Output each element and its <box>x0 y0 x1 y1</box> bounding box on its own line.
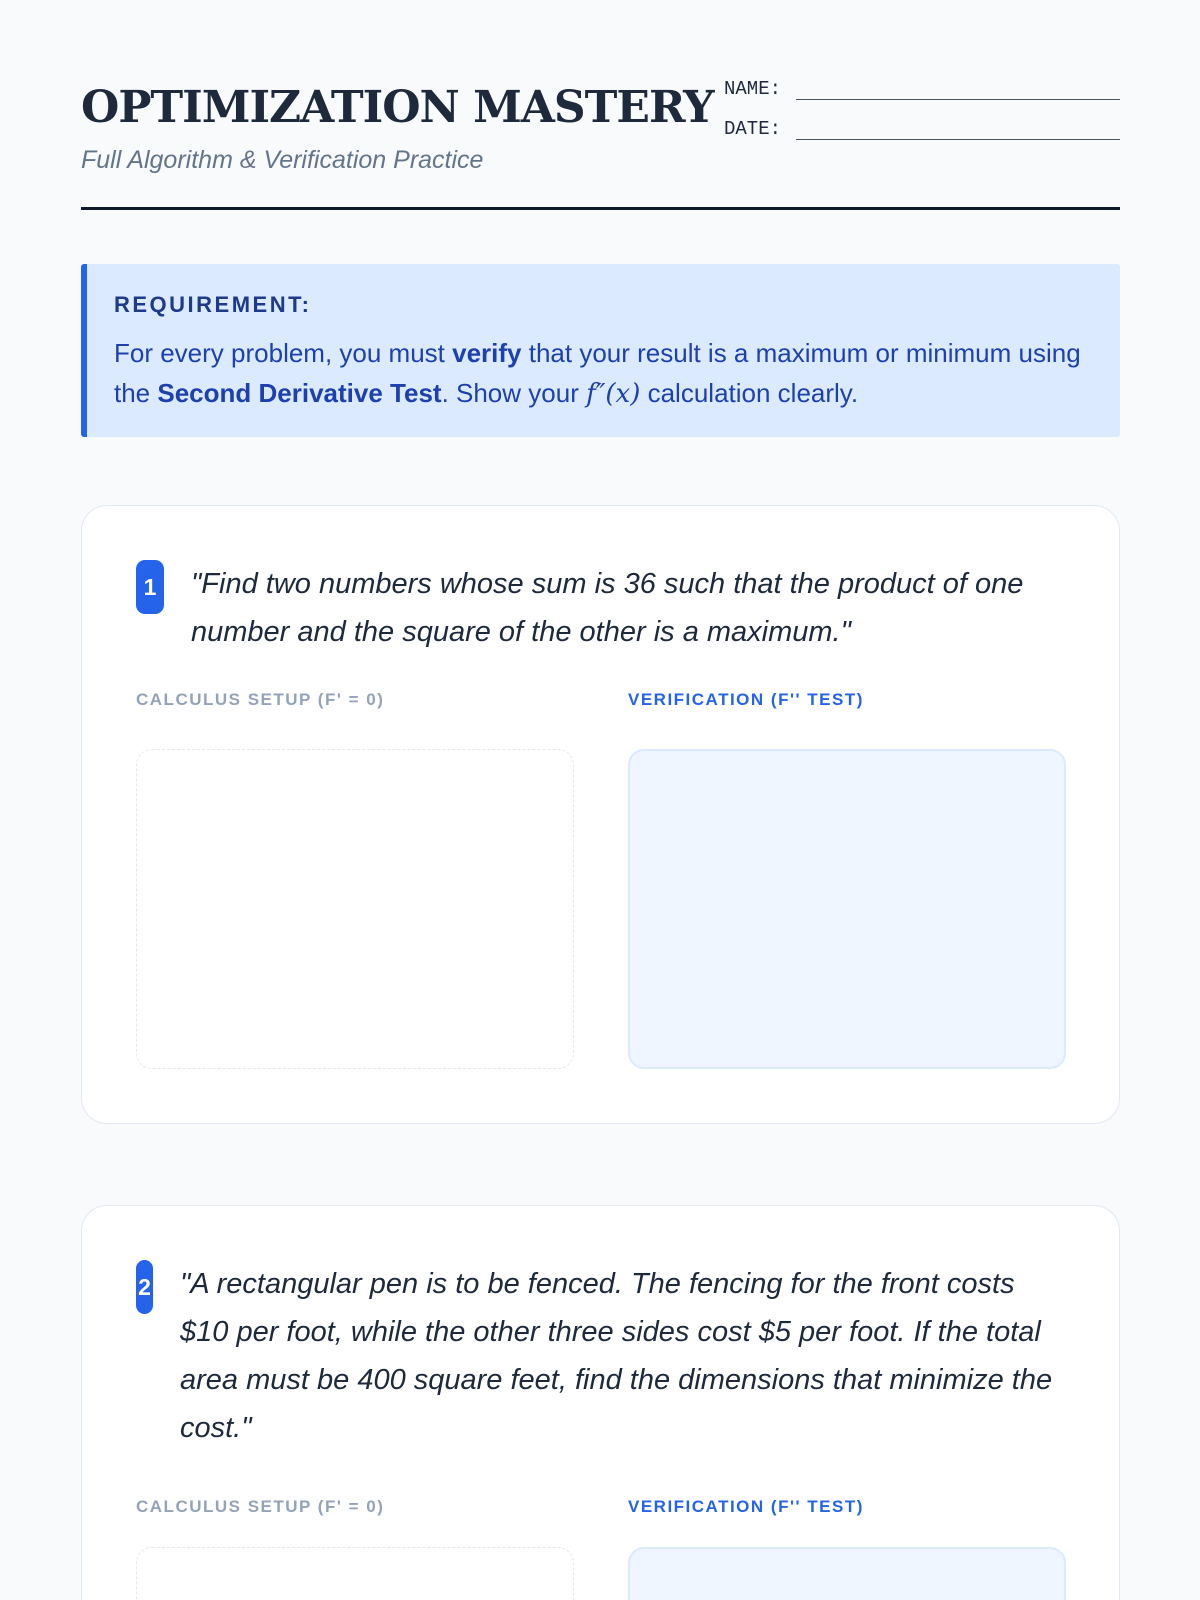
requirement-callout <box>81 264 1120 437</box>
requirement-text-part: that your result is a maximum or minimum using the <box>114 338 1081 408</box>
problem-text: "Find two numbers whose sum is 36 such that the product of one number and the square of the other is a maximum." <box>191 568 1024 648</box>
problem-card <box>81 1205 1120 1600</box>
verify-column-label: VERIFICATION (F'' TEST) <box>628 690 864 709</box>
problem-card <box>81 505 1120 1124</box>
setup-column-label: CALCULUS SETUP (F' = 0) <box>136 690 385 709</box>
requirement-label: REQUIREMENT: <box>114 292 312 317</box>
page-subtitle: Full Algorithm & Verification Practice <box>81 146 484 174</box>
worksheet-header <box>81 0 1120 210</box>
requirement-bold-test: Second Derivative Test <box>157 378 442 408</box>
problem-number-badge: 1 <box>136 560 164 614</box>
worksheet-page <box>81 0 1120 1516</box>
date-label: DATE: <box>724 118 782 140</box>
verify-work-area[interactable] <box>628 749 1066 1069</box>
requirement-math: f″(x) <box>586 379 641 409</box>
header-divider <box>81 207 1120 210</box>
requirement-text-part: . Show your <box>441 378 587 408</box>
page-title: OPTIMIZATION MASTERY <box>81 82 714 133</box>
name-field[interactable] <box>724 78 1120 100</box>
setup-work-area[interactable] <box>136 749 574 1069</box>
problem-text: "A rectangular pen is to be fenced. The fencing for the front costs $10 per foot, while the other three sides cost $5 per foot. If the total area must be 400 square feet, find the dimensions that minimize the cost." <box>180 1268 1053 1444</box>
verify-column-label: VERIFICATION (F'' TEST) <box>628 1497 864 1516</box>
setup-column-label: CALCULUS SETUP (F' = 0) <box>136 1497 385 1516</box>
date-field[interactable] <box>724 118 1120 140</box>
name-write-line[interactable] <box>796 78 1120 100</box>
requirement-text <box>114 333 1094 414</box>
problem-number-badge: 2 <box>136 1260 153 1314</box>
requirement-text-part: calculation clearly. <box>640 378 859 408</box>
requirement-text-part: For every problem, you must <box>114 338 453 368</box>
requirement-bold-verify: verify <box>452 338 522 368</box>
verify-work-area[interactable] <box>628 1547 1066 1600</box>
setup-work-area[interactable] <box>136 1547 574 1600</box>
date-write-line[interactable] <box>796 118 1120 140</box>
name-label: NAME: <box>724 78 782 100</box>
